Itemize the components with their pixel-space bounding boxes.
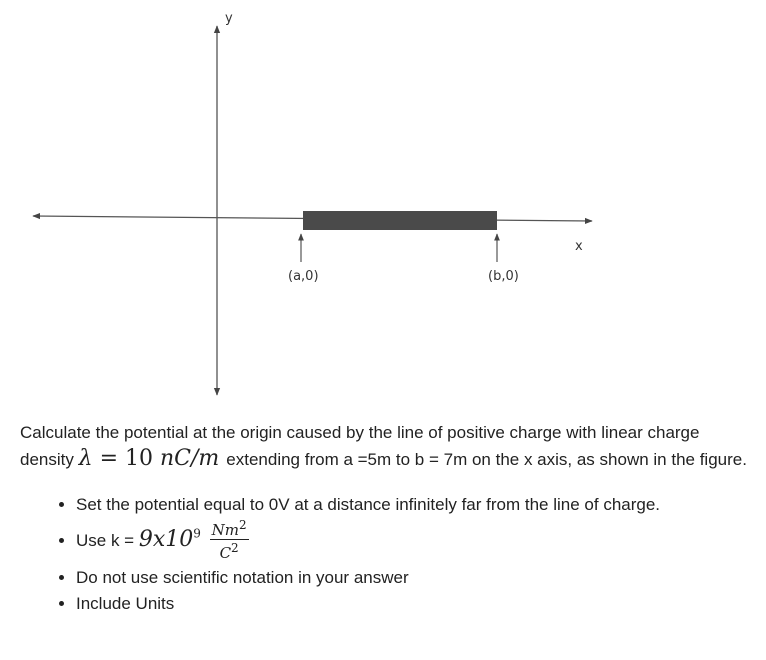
lambda-expression: [79, 446, 227, 471]
problem-statement: [20, 420, 750, 618]
lambda-unit: nC/m: [160, 446, 220, 471]
intro-before: Calculate the potential at the origin caused by the line of positive charge with linear charge density: [20, 423, 700, 469]
k-exponent: 9: [193, 526, 201, 541]
k-unit-den-exp: 2: [231, 541, 239, 555]
bullet-include-units: Include Units: [76, 594, 175, 613]
list-item: [76, 519, 750, 564]
bullet-no-sci-notation: Do not use scientific notation in your answer: [76, 568, 409, 587]
k-mantissa: 9x10: [138, 526, 194, 552]
point-a-label: (a,0): [288, 269, 319, 284]
point-b-label: (b,0): [488, 269, 519, 284]
bullet-zero-potential: Set the potential equal to 0V at a distance infinitely far from the line of charge.: [76, 495, 661, 514]
bullet-k-prefix: Use k =: [76, 530, 135, 550]
k-unit-num-exp: 2: [238, 518, 247, 532]
lambda-value: 10: [125, 446, 153, 471]
lambda-symbol: λ: [78, 446, 93, 471]
list-item: [76, 566, 750, 590]
problem-intro: [20, 420, 750, 473]
charged-rod: [303, 211, 497, 230]
equals-sign: =: [99, 446, 118, 471]
y-axis-label: y: [225, 11, 233, 26]
k-unit-fraction: [210, 517, 249, 562]
x-axis-label: x: [575, 239, 583, 254]
k-value: [139, 527, 201, 552]
intro-after: extending from a =5m to b = 7m on the x axis, as shown in the figure.: [226, 450, 747, 469]
list-item: [76, 493, 750, 517]
list-item: [76, 592, 750, 616]
instruction-list: [20, 493, 750, 616]
k-unit-den: C: [219, 544, 232, 562]
k-unit-num: Nm: [211, 521, 239, 539]
